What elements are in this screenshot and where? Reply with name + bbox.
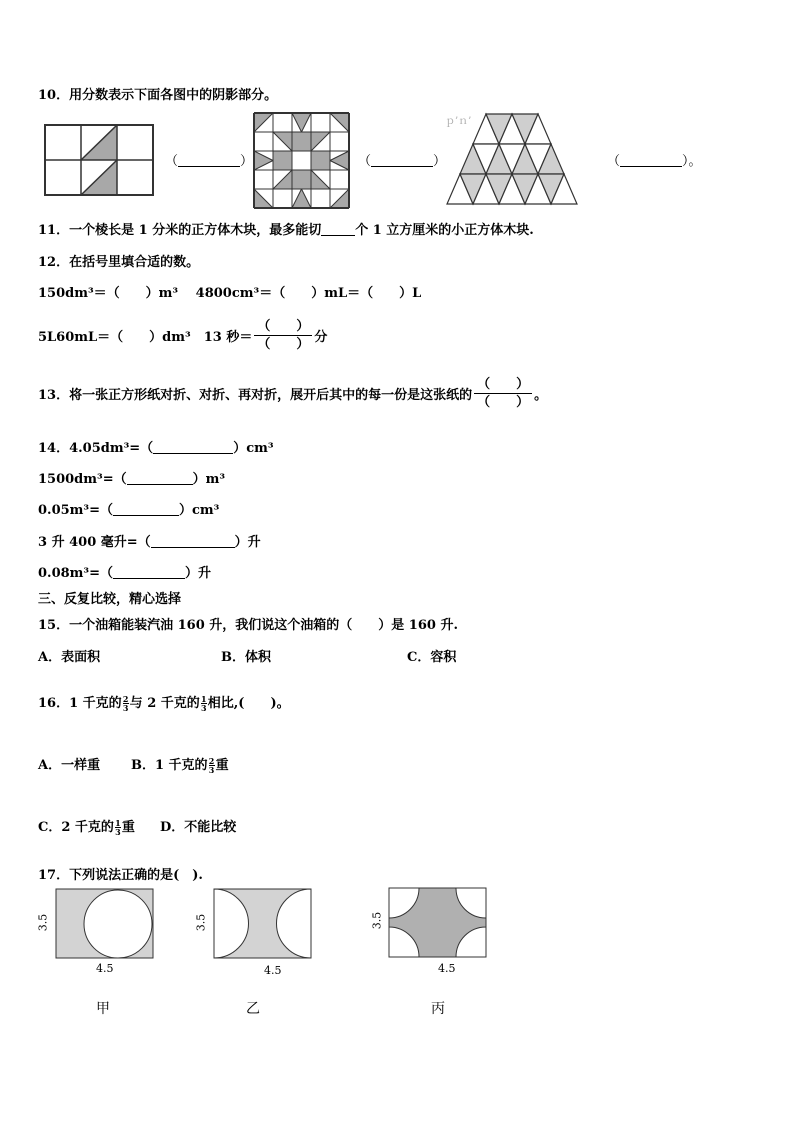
q10-figure-2 (254, 113, 350, 209)
q10-answer-1[interactable]: （ ） (165, 154, 254, 169)
q15-text: 15．一个油箱能装汽油 160 升，我们说这个油箱的（ ）是 160 升. (38, 618, 458, 633)
q11-blank[interactable] (321, 223, 355, 236)
q16-option-c[interactable]: C．2 千克的 $\frac{1}{3}$ 重 (38, 818, 135, 837)
q14-line-1: 14．4.05dm³=（ ）cm³ (38, 441, 274, 456)
q17-label-yi: 乙 (246, 1001, 260, 1017)
q17-jia-width: 4.5 (96, 962, 114, 975)
q16-option-b[interactable]: B．1 千克的 $\frac{2}{3}$ 重 (131, 756, 229, 775)
q17-yi-width: 4.5 (264, 964, 282, 977)
q15-option-a[interactable]: A．表面积 (38, 650, 101, 665)
q14-line-5: 0.08m³=（ ）升 (38, 566, 212, 581)
q11-text: 11．一个棱长是 1 分米的正方体木块，最多能切 个 1 立方厘米的小正方体木块. (38, 223, 534, 238)
section-3-heading: 三、反复比较，精心选择 (38, 592, 182, 607)
q13-text: 13．将一张正方形纸对折、对折、再对折，展开后其中的每一份是这张纸的 $\frac{( )}{( )}$ 。 (38, 377, 548, 410)
q13-fraction[interactable]: $\frac{( )}{( )}$ (474, 376, 532, 411)
q17-figure-jia (56, 889, 154, 959)
q17-figure-bing (389, 888, 487, 958)
q17-label-jia: 甲 (96, 1001, 110, 1017)
q17-figure-yi (214, 889, 312, 959)
q16-option-d[interactable]: D．不能比较 (160, 820, 237, 835)
q12-fraction[interactable]: $\frac{( )}{( )}$ (254, 318, 312, 353)
q10-title: 10．用分数表示下面各图中的阴影部分。 (38, 88, 278, 103)
q15-option-c[interactable]: C．容积 (407, 650, 457, 665)
q12-line-1: 150dm³＝（ ）m³ 4800cm³＝（ ）mL＝（ ）L (38, 286, 422, 301)
q14-line-3: 0.05m³=（ ）cm³ (38, 503, 220, 518)
q12-line-2: 5L60mL＝（ ）dm³ 13 秒＝ $\frac{( )}{( )}$ 分 (38, 319, 328, 352)
q17-label-bing: 丙 (431, 1001, 445, 1017)
q12-title: 12．在括号里填合适的数。 (38, 255, 200, 270)
q10-fig3-mark: ｐ’ｎ’ (445, 116, 472, 127)
q10-answer-2[interactable]: （ ） (358, 154, 447, 169)
q10-figure-1 (45, 125, 155, 195)
q17-jia-height: 3.5 (36, 913, 50, 932)
q16-text: 16．1 千克的 $\frac{2}{3}$ 与 2 千克的 $\frac{1}{3}$ 相比,( )。 (38, 694, 290, 713)
q15-option-b[interactable]: B．体积 (221, 650, 271, 665)
q17-text: 17．下列说法正确的是( ). (38, 868, 203, 883)
q14-line-4: 3 升 400 毫升=（ ）升 (38, 535, 261, 550)
q16-option-a[interactable]: A．一样重 (38, 758, 101, 773)
q17-bing-width: 4.5 (438, 962, 456, 975)
q10-answer-3[interactable]: （ ）。 (607, 154, 702, 169)
q14-line-2: 1500dm³=（ ）m³ (38, 472, 226, 487)
q17-bing-height: 3.5 (370, 911, 384, 930)
q17-yi-height: 3.5 (194, 913, 208, 932)
q10-figure-3 (447, 113, 603, 205)
